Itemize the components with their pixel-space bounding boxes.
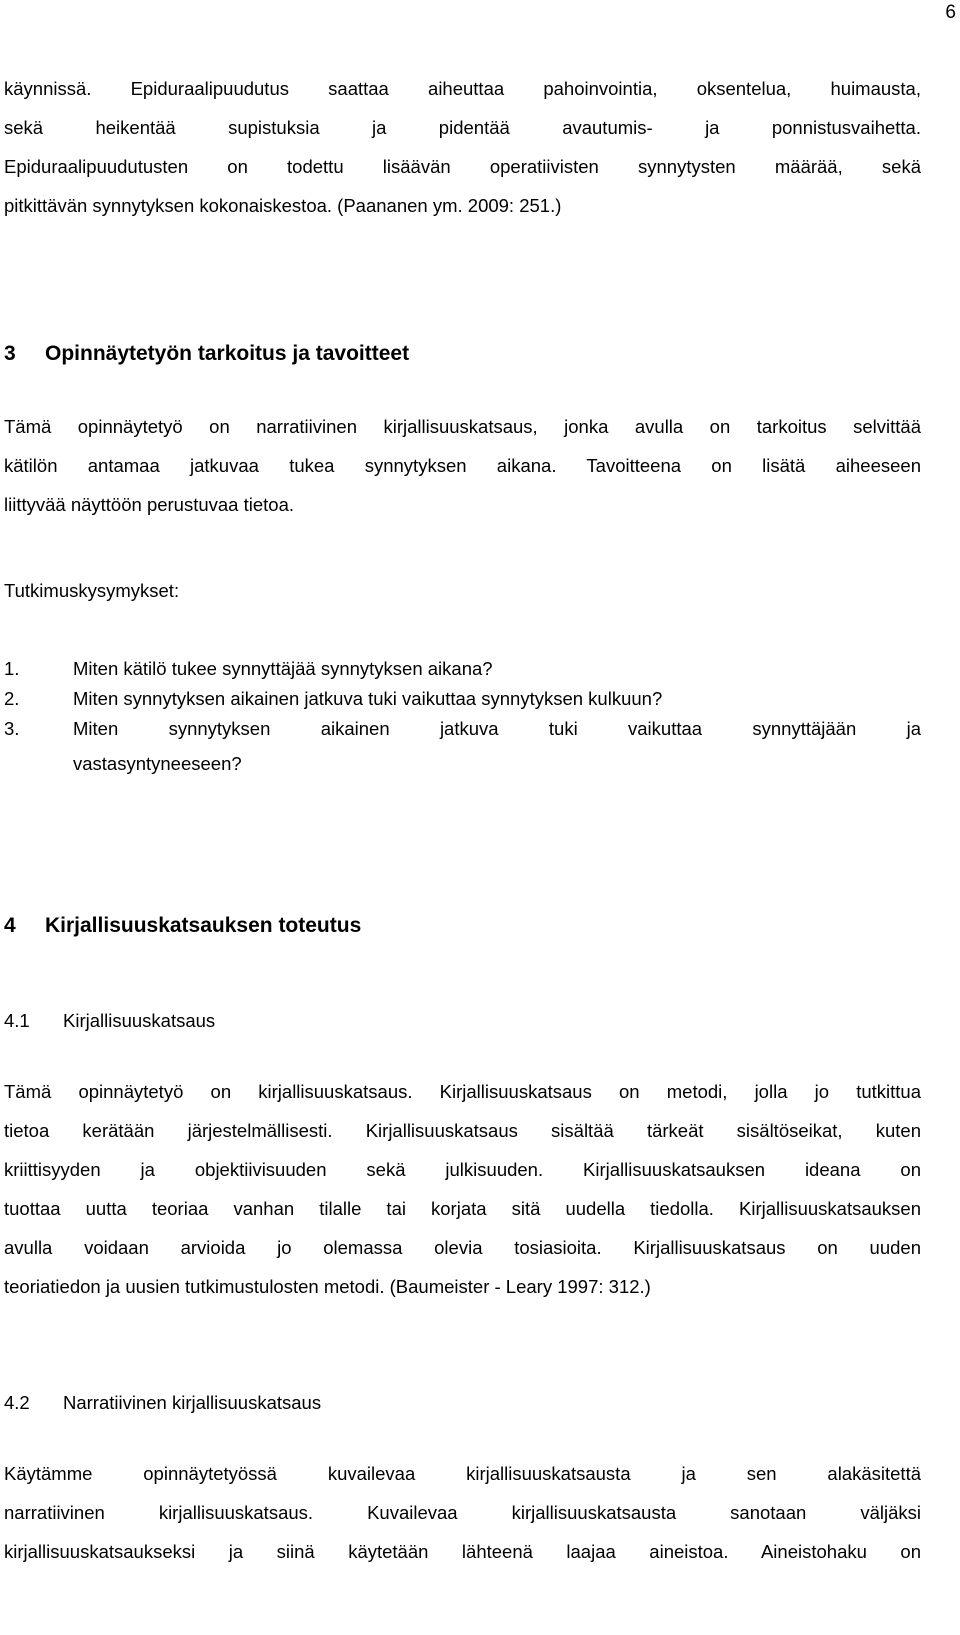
paragraph-line: kirjallisuuskatsaukseksi ja siinä käytetään lähteenä laajaa aineistoa. Aineistohaku on [4, 1541, 921, 1562]
section-number: 4.2 [4, 1392, 30, 1413]
list-text: Miten kätilö tukee synnyttäjää synnytyksen aikana? [73, 658, 493, 679]
paragraph-line: kriittisyyden ja objektiivisuuden sekä julkisuuden. Kirjallisuuskatsauksen ideana on [4, 1159, 921, 1180]
paragraph-line: teoriatiedon ja uusien tutkimustulosten metodi. (Baumeister - Leary 1997: 312.) [4, 1276, 651, 1297]
list-item [4, 654, 921, 684]
list-text: Miten synnytyksen aikainen jatkuva tuki vaikuttaa synnyttäjään ja [73, 718, 921, 739]
section-4-2-paragraph [4, 1454, 921, 1571]
list-item [4, 714, 921, 784]
list-item [4, 684, 921, 714]
list-number: 3. [4, 718, 20, 739]
section-number: 3 [4, 342, 16, 365]
paragraph-line: sekä heikentää supistuksia ja pidentää avautumis- ja ponnistusvaihetta. [4, 117, 921, 138]
section-title: Opinnäytetyön tarkoitus ja tavoitteet [45, 342, 410, 365]
paragraph-line: liittyvää näyttöön perustuvaa tietoa. [4, 494, 295, 515]
section-4-1-paragraph [4, 1072, 921, 1306]
questions-label: Tutkimuskysymykset: [4, 580, 180, 601]
section-3-heading [4, 342, 409, 366]
section-3-paragraph [4, 407, 921, 524]
paragraph-line: tietoa kerätään järjestelmällisesti. Kirjallisuuskatsaus sisältää tärkeät sisältöseikat, kuten [4, 1120, 921, 1141]
section-4-2-heading [4, 1392, 321, 1414]
list-text: vastasyntyneeseen? [73, 753, 242, 774]
section-title: Narratiivinen kirjallisuuskatsaus [63, 1392, 322, 1413]
research-questions-list [4, 654, 921, 784]
paragraph-line: Käytämme opinnäytetyössä kuvailevaa kirjallisuuskatsausta ja sen alakäsitettä [4, 1463, 921, 1484]
paragraph-line: kätilön antamaa jatkuvaa tukea synnytyksen aikana. Tavoitteena on lisätä aiheeseen [4, 455, 921, 476]
list-number: 2. [4, 688, 20, 709]
section-4-heading [4, 914, 361, 938]
section-title: Kirjallisuuskatsaus [63, 1010, 216, 1031]
list-text: Miten synnytyksen aikainen jatkuva tuki vaikuttaa synnytyksen kulkuun? [73, 688, 663, 709]
paragraph-line: avulla voidaan arvioida jo olemassa olevia tosiasioita. Kirjallisuuskatsaus on uuden [4, 1237, 921, 1258]
section-number: 4 [4, 914, 16, 937]
page-number: 6 [945, 2, 956, 23]
paragraph-line: käynnissä. Epiduraalipuudutus saattaa aiheuttaa pahoinvointia, oksentelua, huimausta, [4, 78, 921, 99]
section-4-1-heading [4, 1010, 215, 1032]
list-number: 1. [4, 658, 20, 679]
section-title: Kirjallisuuskatsauksen toteutus [45, 914, 362, 937]
paragraph-line: Tämä opinnäytetyö on kirjallisuuskatsaus. Kirjallisuuskatsaus on metodi, jolla jo tutkittua [4, 1081, 921, 1102]
paragraph-line: narratiivinen kirjallisuuskatsaus. Kuvailevaa kirjallisuuskatsausta sanotaan väljäksi [4, 1502, 921, 1523]
paragraph-line: Tämä opinnäytetyö on narratiivinen kirjallisuuskatsaus, jonka avulla on tarkoitus selvittää [4, 416, 921, 437]
paragraph-line: tuottaa uutta teoriaa vanhan tilalle tai korjata sitä uudella tiedolla. Kirjallisuuskatsauksen [4, 1198, 921, 1219]
questions-label-block [4, 571, 921, 610]
intro-paragraph [4, 69, 921, 225]
paragraph-line: Epiduraalipuudutusten on todettu lisäävän operatiivisten synnytysten määrää, sekä [4, 156, 921, 177]
paragraph-line: pitkittävän synnytyksen kokonaiskestoa. (Paananen ym. 2009: 251.) [4, 195, 562, 216]
section-number: 4.1 [4, 1010, 30, 1031]
